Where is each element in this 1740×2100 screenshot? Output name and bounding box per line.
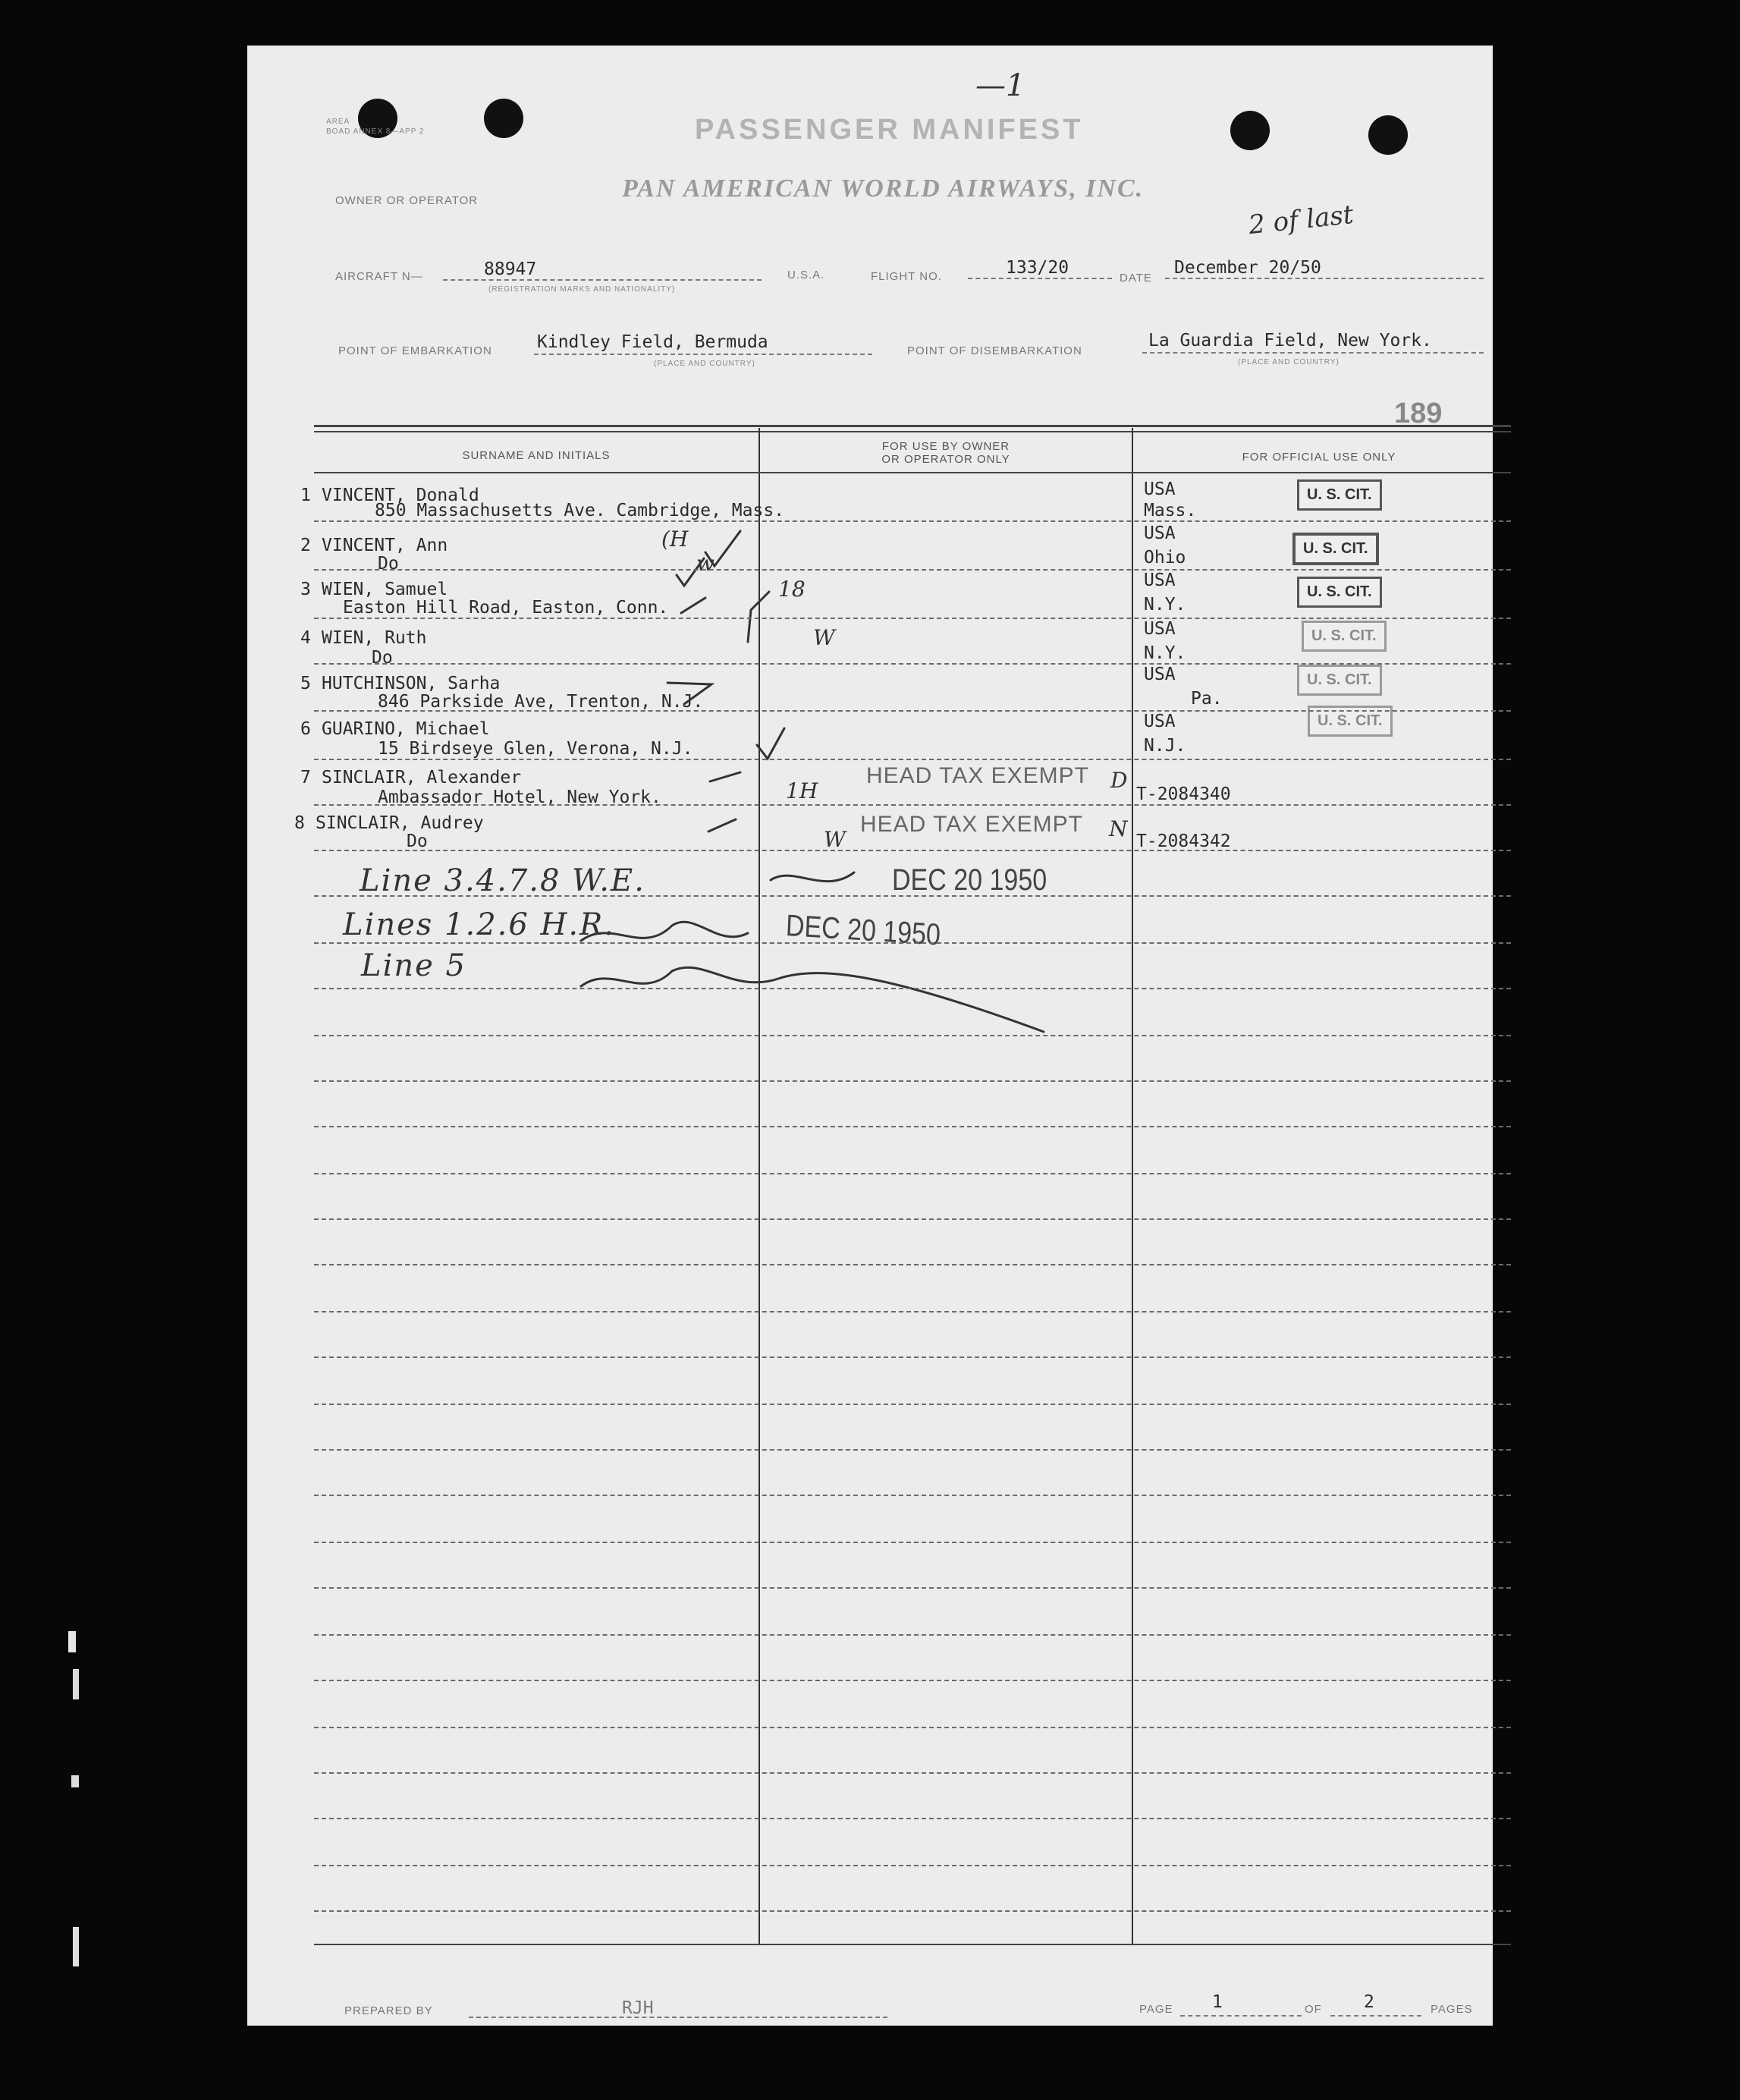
pages-label: PAGES (1431, 2003, 1473, 2016)
flight-value: 133/20 (1006, 258, 1069, 278)
film-mark (73, 1927, 79, 1966)
svg-text:N: N (1109, 816, 1128, 841)
passenger-name: WIEN, Ruth (322, 628, 427, 648)
passenger-address: 15 Birdseye Glen, Verona, N.J. (378, 739, 693, 759)
nation-label: U.S.A. (787, 269, 825, 281)
prepared-value: RJH (622, 1998, 654, 2018)
row-number: 7 (300, 768, 311, 788)
citizenship-state: N.Y. (1144, 595, 1186, 615)
ticket-number: T-2084342 (1136, 832, 1231, 851)
passenger-name: HUTCHINSON, Sarha (322, 674, 501, 693)
date-stamp: DEC 20 1950 (785, 909, 941, 952)
citizenship-state: Pa. (1191, 689, 1223, 709)
citizenship-country: USA (1144, 571, 1176, 590)
citizenship-country: USA (1144, 665, 1176, 684)
passenger-name: VINCENT, Ann (322, 536, 448, 555)
of-value: 2 (1364, 1992, 1374, 2012)
disembark-place-hint: (PLACE AND COUNTRY) (1238, 358, 1340, 366)
disembark-label: POINT OF DISEMBARKATION (907, 344, 1082, 357)
top-mark: —1 (975, 68, 1025, 103)
us-citizen-stamp: U. S. CIT. (1297, 577, 1382, 608)
citizenship-state: N.J. (1144, 736, 1186, 756)
passenger-address: Do (407, 832, 428, 851)
page-label: PAGE (1139, 2003, 1173, 2016)
citizenship-state: Mass. (1144, 501, 1197, 520)
citizenship-country: USA (1144, 712, 1176, 731)
flight-label: FLIGHT NO. (871, 270, 942, 283)
row-number: 3 (300, 580, 311, 599)
embark-label: POINT OF EMBARKATION (338, 344, 492, 357)
col-official: FOR OFFICIAL USE ONLY (1242, 451, 1396, 464)
passenger-address: 850 Massachusetts Ave. Cambridge, Mass. (375, 501, 785, 520)
row-number: 4 (300, 628, 311, 648)
head-tax-stamp: HEAD TAX EXEMPT (866, 763, 1089, 788)
corner-note: 2 of last (1247, 199, 1355, 241)
passenger-name: VINCENT, Donald (322, 486, 479, 505)
us-citizen-stamp: U. S. CIT. (1308, 706, 1393, 737)
date-stamp: DEC 20 1950 (892, 863, 1047, 897)
us-citizen-stamp: U. S. CIT. (1297, 665, 1382, 696)
aircraft-value: 88947 (484, 259, 537, 279)
us-citizen-stamp: U. S. CIT. (1297, 479, 1382, 511)
us-citizen-stamp: U. S. CIT. (1292, 533, 1379, 565)
of-label: OF (1305, 2003, 1322, 2016)
passenger-address: Do (378, 554, 399, 574)
citizenship-country: USA (1144, 479, 1176, 499)
citizenship-state: N.Y. (1144, 643, 1186, 663)
page-title: PASSENGER MANIFEST (695, 114, 1084, 146)
manifest-page (247, 46, 1493, 2026)
passenger-address: Easton Hill Road, Easton, Conn. (343, 598, 669, 618)
citizenship-country: USA (1144, 619, 1176, 639)
page-value: 1 (1212, 1992, 1223, 2012)
ticket-number: T-2084340 (1136, 784, 1231, 804)
passenger-address: Ambassador Hotel, New York. (378, 788, 661, 807)
svg-text:W: W (813, 625, 835, 650)
disembark-value: La Guardia Field, New York. (1148, 331, 1432, 351)
svg-text:1H: 1H (786, 778, 818, 803)
svg-text:D: D (1110, 768, 1128, 793)
row-number: 8 (294, 813, 305, 833)
passenger-address: Do (372, 648, 393, 668)
svg-text:18: 18 (778, 577, 806, 602)
passenger-address: 846 Parkside Ave, Trenton, N.J. (378, 692, 704, 712)
film-mark (68, 1631, 76, 1652)
film-mark (73, 1669, 79, 1699)
handwritten-note: Line 3.4.7.8 W.E. (360, 863, 645, 898)
film-mark (71, 1775, 79, 1787)
aircraft-label: AIRCRAFT N— (335, 270, 423, 283)
owner-label: OWNER OR OPERATOR (335, 194, 479, 207)
embark-place-hint: (PLACE AND COUNTRY) (654, 360, 755, 368)
registration-hint: (REGISTRATION MARKS AND NATIONALITY) (488, 285, 676, 294)
row-number: 6 (300, 719, 311, 739)
date-label: DATE (1120, 272, 1152, 285)
citizenship-country: USA (1144, 523, 1176, 543)
passenger-name: SINCLAIR, Alexander (322, 768, 522, 788)
col-surname: SURNAME AND INITIALS (462, 449, 611, 462)
passenger-name: WIEN, Samuel (322, 580, 448, 599)
row-number: 2 (300, 536, 311, 555)
passenger-name: GUARINO, Michael (322, 719, 490, 739)
page-count: 189 (1394, 398, 1443, 429)
signature-scribbles (247, 46, 1493, 1108)
row-number: 1 (300, 486, 311, 505)
citizenship-state: Ohio (1144, 548, 1186, 567)
svg-text:W: W (824, 827, 846, 852)
col-owner-use: FOR USE BY OWNER OR OPERATOR ONLY (881, 440, 1010, 466)
passenger-name: SINCLAIR, Audrey (316, 813, 484, 833)
date-value: December 20/50 (1174, 258, 1321, 278)
row-number: 5 (300, 674, 311, 693)
owner-value: PAN AMERICAN WORLD AIRWAYS, INC. (622, 174, 1145, 203)
us-citizen-stamp: U. S. CIT. (1302, 621, 1387, 652)
handwritten-note: Line 5 (361, 948, 466, 983)
embark-value: Kindley Field, Bermuda (537, 332, 768, 352)
svg-text:(H: (H (661, 527, 689, 552)
prepared-label: PREPARED BY (344, 2004, 433, 2017)
handwritten-note: Lines 1.2.6 H.R. (343, 907, 615, 942)
head-tax-stamp: HEAD TAX EXEMPT (860, 812, 1083, 837)
form-info: AREA BOAD ANNEX 8—APP 2 (326, 118, 425, 136)
svg-text:w: w (696, 551, 715, 576)
